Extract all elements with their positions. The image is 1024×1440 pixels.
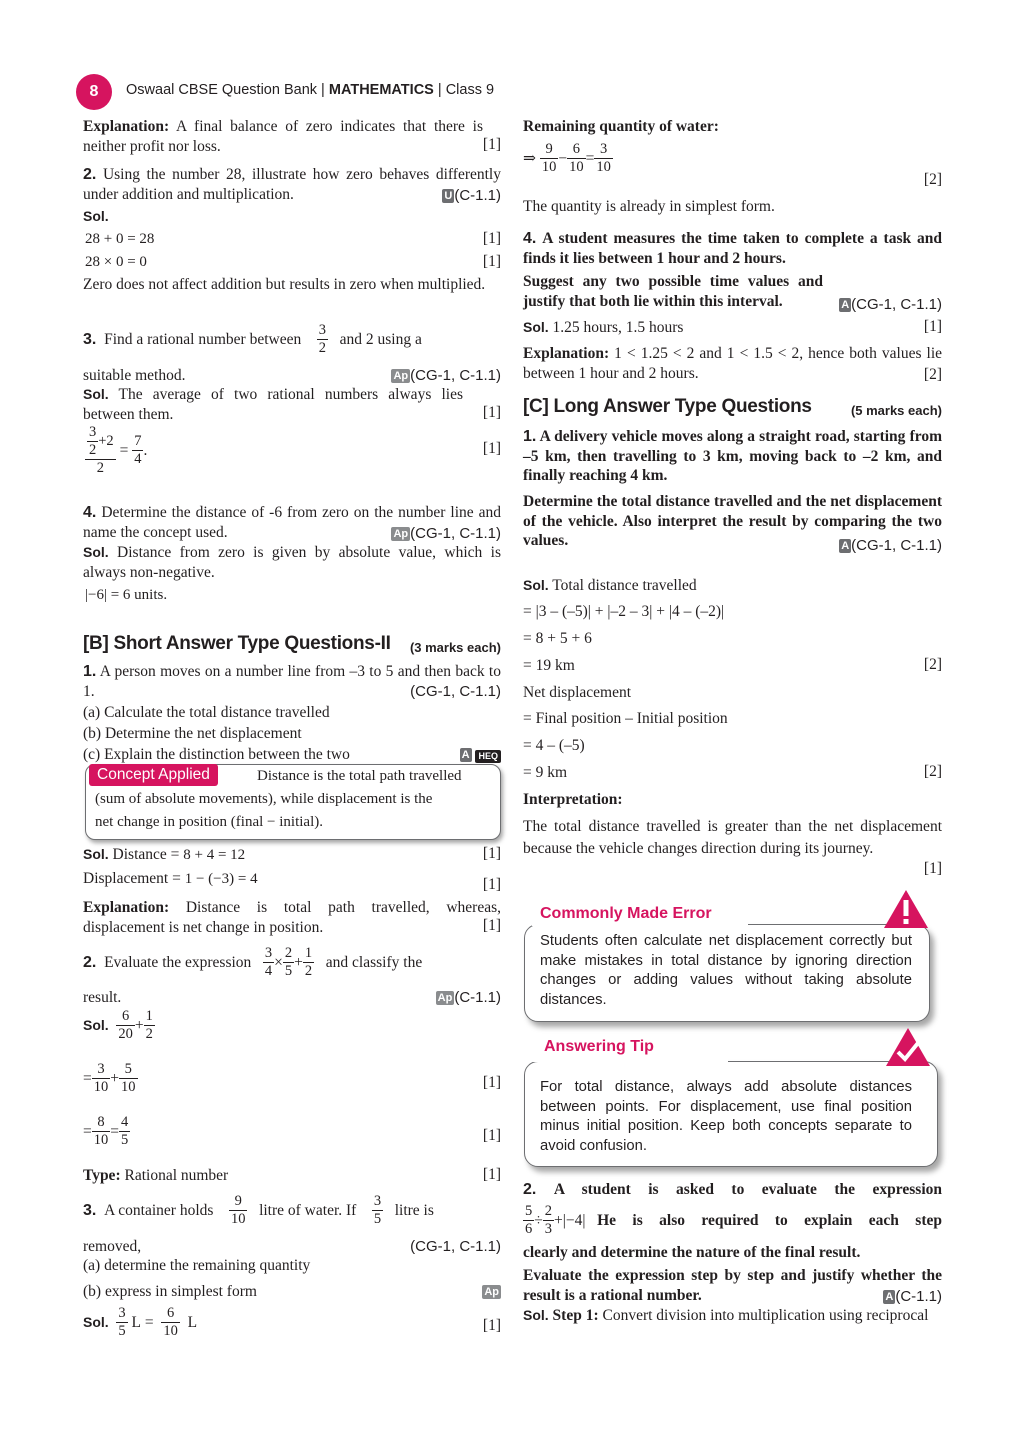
math-line: 28 × 0 = 0: [85, 254, 147, 270]
math-line: = 19 km: [523, 657, 575, 674]
b1-sol-distance: Sol. Distance = 8 + 4 = 12: [83, 846, 246, 863]
concept-text: Distance is the total path travelled: [257, 768, 462, 784]
heq-badge: HEQ: [475, 750, 501, 763]
c2-solution: Sol. Step 1: Convert division into multiplication using reciprocal: [523, 1307, 929, 1324]
section-c-title: [C] Long Answer Type Questions: [523, 396, 812, 417]
fraction: $\frac{3}{2}$: [318, 322, 326, 356]
c1-sol: Sol. Total distance travelled: [523, 577, 697, 594]
conclusion: Zero does not affect addition but results in zero when multiplied.: [83, 276, 486, 293]
apply-icon: Ap: [437, 992, 453, 1004]
class-label: Class 9: [445, 82, 495, 98]
concept-text: (sum of absolute movements), while displacement is the: [95, 791, 433, 807]
apply-icon: Ap: [484, 1286, 499, 1298]
page-number: 8: [76, 74, 112, 110]
concept-text: net change in position (final − initial).: [95, 814, 323, 830]
subject: MATHEMATICS: [328, 82, 434, 98]
section-b-marks: (3 marks each): [409, 640, 501, 655]
right-q4-tag: A (CG-1, C-1.1): [841, 296, 942, 313]
sub-part: (b) Determine the net displacement: [83, 725, 302, 742]
sol-label: Sol.: [83, 208, 109, 224]
analyse-icon: A: [841, 540, 850, 552]
b-question-1: 1. A person moves on a number line from –3 to 5 and then back to 1.: [83, 663, 501, 700]
math-line: = |3 – (–5)| + |–2 – 3| + |4 – (–2)|: [523, 603, 725, 620]
mark: [1]: [482, 136, 501, 153]
question-3: 3. Find a rational number between $\frac{3}{2}$ and 2 using a: [83, 322, 422, 356]
c-question-1: 1. A delivery vehicle moves along a straight road, starting from –5 km, then travelling to 3 km, moving back to –2 km, and finally reaching 4 km.: [523, 428, 942, 484]
concept-applied-label: Concept Applied: [89, 764, 218, 786]
math-line: = Final position – Initial position: [523, 710, 728, 727]
tip-title: Answering Tip: [544, 1038, 654, 1055]
question-4: 4. Determine the distance of -6 from zero on the number line and name the concept used.: [83, 504, 502, 541]
error-title: Commonly Made Error: [540, 905, 712, 922]
right-question-4: 4. A student measures the time taken to complete a task and finds it lies between 1 hour and 2 hours.: [523, 230, 942, 267]
right-q4-sol: Sol. 1.25 hours, 1.5 hours: [523, 319, 684, 336]
math-line: = 4 – (–5): [523, 737, 585, 754]
c2-expression: $\frac{5}{6}$ ÷ $\frac{2}{3}$ + |−4| He is also required to explain each step: [525, 1203, 942, 1237]
remaining-calc: ⇒ $\frac{9}{10}$ − $\frac{6}{10}$ = $\frac{3}{10}$: [523, 141, 611, 175]
right-column-continued: 2. A student is asked to evaluate the expression $\frac{5}{6}$ ÷ $\frac{2}{3}$ + |−4| He is also required to explain each step clearly and determine the nature of the final result. Evaluate the expression step by step and justify whether the result is a rational number. A (C-1.1) Sol. Step 1: Convert division into multiplication using reciprocal: [523, 1181, 942, 1324]
analyse-icon: A: [461, 749, 470, 761]
sub-part: (c) Explain the distinction between the two: [83, 746, 350, 763]
b1-explanation: Explanation: Distance is total path travelled, whereas, displacement is net change in position.: [83, 899, 501, 936]
b-question-3: 3. A container holds $\frac{9}{10}$ litre of water. If $\frac{3}{5}$ litre is: [83, 1193, 434, 1227]
sub-part: (b) express in simplest form: [83, 1283, 257, 1300]
b2-step-3: = $\frac{8}{10}$ = $\frac{4}{5}$: [83, 1114, 129, 1148]
c-question-2: 2. A student is asked to evaluate the expression: [523, 1181, 942, 1198]
b2-step-2: = $\frac{3}{10}$ + $\frac{5}{10}$: [83, 1061, 136, 1095]
right-column: Remaining quantity of water: ⇒ $\frac{9}{10}$ − $\frac{6}{10}$ = $\frac{3}{10}$ [2] The quantity is already in simplest form. 4. A student measures the time taken to complete a task and finds it lies between 1 hour and 2 hours. Suggest any two possible time values and justify that both lie within this interval. A (CG-1, C-1.1) Sol. 1.25 hours, 1.5 hours [1] Explanation: 1 < 1.25 < 2 and 1 < 1.5 < 2, hence both values lie between 1 hour and 2 hours. [2] [C] Long Answer Type Questions (5 marks each) 1. A delivery vehicle moves along a straight road, starting from –5 km, then travelling to 3 km, moving back to –2 km, and finally reaching 4 km. Determine the total distance travelled and the net displacement of the vehicle. Also interpret the result by comparing the two values. A (CG-1, C-1.1) Sol. Total distance travelled = |3 – (–5)| + |–2 – 3| + |4 – (–2)| = 8 + 5 + 6 = 19 km [2] Net displacement = Final position – Initial position = 4 – (–5) = 9 km [2] Interpretation: The total distance travelled is greater than the net displacement because the vehicle changes direction during its journey. [1]: [523, 118, 942, 877]
sub-part: (a) Calculate the total distance travelled: [83, 704, 330, 721]
b-question-2: 2. Evaluate the expression $\frac{3}{4}$ × $\frac{2}{5}$ + $\frac{1}{2}$ and classify the: [83, 945, 423, 979]
q3-solution: Sol. The average of two rational numbers always lies between them.: [83, 386, 463, 423]
section-c-marks: (5 marks each): [850, 403, 942, 418]
b2-step-1: Sol. $\frac{6}{20}$ + $\frac{1}{2}$: [83, 1008, 153, 1042]
b2-type: Type: Rational number: [83, 1167, 229, 1184]
apply-icon: Ap: [393, 370, 409, 382]
b3-tag: [482, 1282, 501, 1301]
q3-tag: Ap (CG-1, C-1.1): [393, 367, 501, 384]
q4-tag: Ap (CG-1, C-1.1): [393, 525, 501, 542]
section-b-title: [B] Short Answer Type Questions-II: [83, 633, 391, 654]
sub-part: (a) determine the remaining quantity: [83, 1257, 311, 1274]
c1-tag: A (CG-1, C-1.1): [841, 537, 942, 554]
q4-solution: Sol. Distance from zero is given by absolute value, which is always non-negative.: [83, 544, 501, 581]
q3-average: $\frac{3}{2}$ +2 2 = $\frac{7}{4}$ .: [85, 424, 147, 477]
question-2: 2. Using the number 28, illustrate how zero behaves differently under addition and multiplication.: [83, 166, 501, 203]
tip-text: For total distance, always add absolute distances between points. For displacement, use final position minus initial position. Keep both concepts separate to avoid confusion.: [540, 1079, 912, 1154]
left-column-continued: Sol. Distance = 8 + 4 = 12 [1] Displacement = 1 − (−3) = 4 [1] Explanation: Distance is total path travelled, whereas, displacement is net change in position. [1] 2. Evaluate the expression $\frac{3}{4}$ × $\frac{2}{5}$ + $\frac{1}{2}$ and classify the result. Ap (C-1.1) Sol. $\frac{6}{20}$ + $\frac{1}{2}$ = $\frac{3}{10}$ + $\frac{5}{10}$ [1] = $\frac{8}{10}$ = $\frac{4}{5}$ [1] Type: Rational number [1] 3. A container holds $\frac{9}{10}$ litre of water. If $\frac{3}{5}$ litre is removed, (CG-1, C-1.1) (a) determine the remaining quantity (b) express in simplest form Ap Sol. $\frac{3}{5}$ L = $\frac{6}{10}$ L [1]: [83, 845, 501, 1339]
math-line: 28 + 0 = 28: [85, 231, 155, 247]
b3-solution: Sol. $\frac{3}{5}$ L = $\frac{6}{10}$ L: [83, 1305, 198, 1339]
math-line: |−6| = 6 units.: [85, 587, 168, 603]
math-line: = 8 + 5 + 6: [523, 630, 592, 647]
apply-icon: Ap: [393, 528, 409, 540]
running-header: Oswaal CBSE Question Bank | MATHEMATICS | Class 9: [126, 82, 495, 98]
b2-tag: Ap (C-1.1): [437, 989, 501, 1006]
analyse-icon: A: [885, 1291, 894, 1303]
interpretation: The total distance travelled is greater than the net displacement because the vehicle changes direction during its journey.: [523, 818, 942, 857]
left-column: Explanation: A final balance of zero indicates that there is neither profit nor loss. [1] 2. Using the number 28, illustrate how zero behaves differently under addition and multiplication. U (C-1.1) Sol. 28 + 0 = 28 [1] 28 × 0 = 0 [1] Zero does not affect addition but results in zero when multiplied. 3. Find a rational number between $\frac{3}{2}$ and 2 using a suitable method. Ap (CG-1, C-1.1) Sol. The average of two rational numbers always lies between them. [1] $\frac{3}{2}$ +2 2 = $\frac{7}{4}$ . [1] 4. Determine the distance of -6 from zero on the number line and name the concept used. Ap (CG-1, C-1.1) Sol. Distance from zero is given by absolute value, which is always non-negative. |−6| = 6 units. [B] Short Answer Type Questions-II (3 marks each) 1. A person moves on a number line from –3 to 5 and then back to 1. (CG-1, C-1.1) (a) Calculate the total distance travelled (b) Determine the net displacement (c) Explain the distinction between the two A HEQ: [83, 118, 502, 763]
q2-tag: U (C-1.1): [444, 187, 501, 204]
remaining-label: Remaining quantity of water:: [523, 118, 719, 135]
c2-tag: A (C-1.1): [885, 1288, 942, 1305]
explanation-block: Explanation: A final balance of zero indicates that there is neither profit nor loss.: [83, 118, 483, 155]
right-q4-explanation: Explanation: 1 < 1.25 < 2 and 1 < 1.5 < 2, hence both values lie between 1 hour and 2 hours.: [523, 345, 942, 382]
math-line: = 9 km: [523, 764, 568, 781]
analyse-icon: A: [841, 299, 850, 311]
understand-icon: U: [444, 190, 453, 202]
error-text: Students often calculate net displacement correctly but make mistakes in total distance by ignoring direction changes or adding values without taking absolute distances.: [540, 933, 912, 1008]
b1-sol-displacement: Displacement = 1 − (−3) = 4: [83, 870, 258, 887]
book-title: Oswaal CBSE Question Bank: [126, 82, 318, 98]
